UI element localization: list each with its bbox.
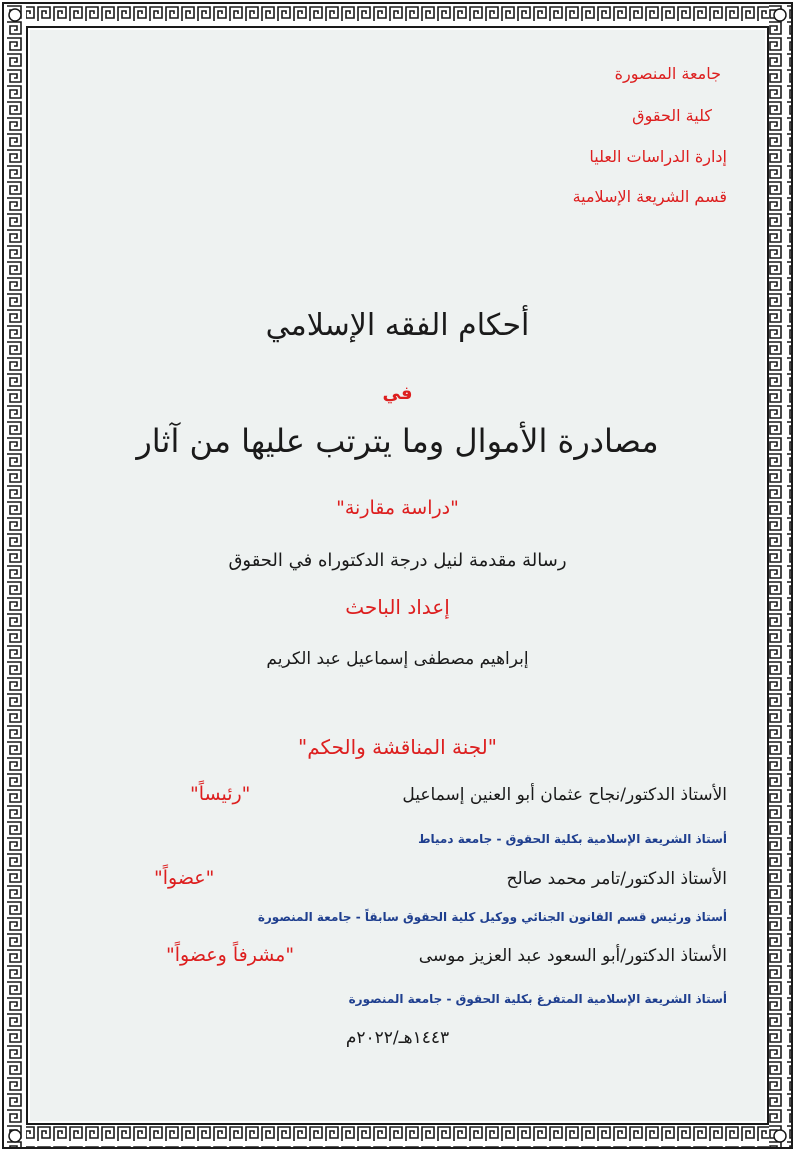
thesis-purpose: رسالة مقدمة لنيل درجة الدكتوراه في الحقوق [228, 550, 567, 571]
author-label: إعداد الباحث [345, 595, 450, 619]
author-name: إبراهيم مصطفى إسماعيل عبد الكريم [266, 649, 529, 669]
member-name: الأستاذ الدكتور/نجاح عثمان أبو العنين إسماعيل [402, 785, 727, 805]
faculty-name: كلية الحقوق [632, 106, 712, 125]
thesis-title-line2: مصادرة الأموال وما يترتب عليها من آثار [136, 422, 659, 460]
date: ١٤٤٣هـ/٢٠٢٢م [345, 1028, 450, 1048]
section-name: قسم الشريعة الإسلامية [572, 187, 727, 206]
member-name: الأستاذ الدكتور/تامر محمد صالح [506, 869, 727, 889]
committee-heading: "لجنة المناقشة والحكم" [298, 735, 497, 759]
thesis-title-connector: في [382, 383, 413, 404]
member-role: "رئيساً" [190, 783, 251, 805]
member-title: أستاذ ورئيس قسم القانون الجنائي ووكيل كلية الحقوق سابقاً - جامعة المنصورة [257, 910, 727, 924]
document-page [30, 30, 765, 1121]
member-role: "مشرفاً وعضواً" [166, 944, 295, 966]
member-name: الأستاذ الدكتور/أبو السعود عبد العزيز موسى [418, 946, 727, 966]
member-title: أستاذ الشريعة الإسلامية بكلية الحقوق - جامعة دمياط [418, 832, 727, 846]
member-title: أستاذ الشريعة الإسلامية المتفرغ بكلية الحقوق - جامعة المنصورة [348, 992, 727, 1006]
study-type: "دراسة مقارنة" [336, 497, 459, 519]
department-name: إدارة الدراسات العليا [589, 147, 727, 166]
university-name: جامعة المنصورة [614, 64, 721, 83]
member-role: "عضواً" [154, 867, 215, 889]
thesis-title-line1: أحكام الفقه الإسلامي [265, 308, 530, 343]
